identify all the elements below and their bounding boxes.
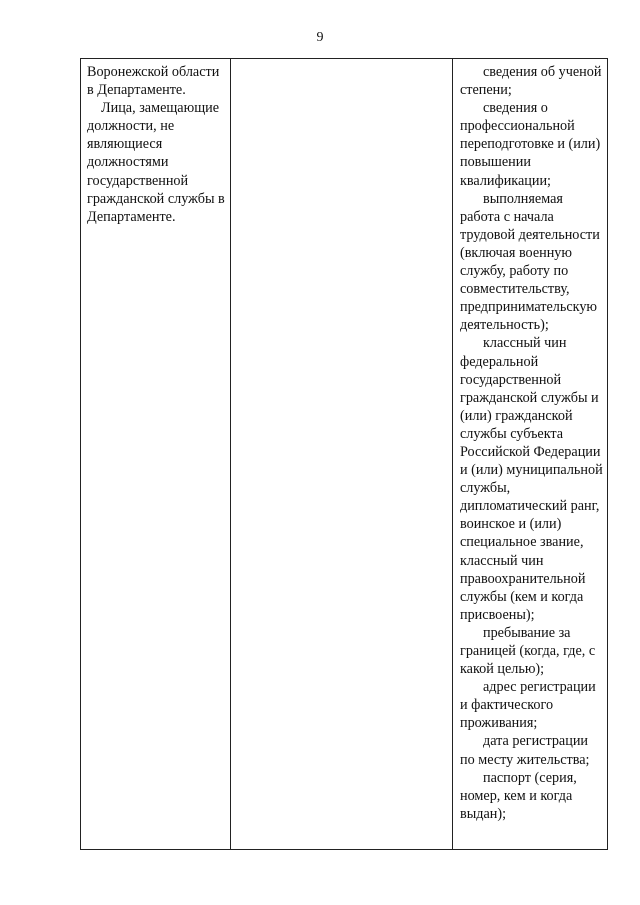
table-column-subject	[81, 59, 231, 849]
cell-paragraph: пребывание за границей (когда, где, с какой целью);	[460, 624, 596, 678]
table-cell	[453, 59, 608, 823]
cell-paragraph: выполняемая работа с начала трудовой деятельности (включая военную службу, работу по совместительству, предпринимательскую деятельность);	[460, 190, 600, 334]
cell-paragraph: дата регистрации по месту жительства;	[460, 733, 590, 768]
cell-paragraph: сведения о профессиональной переподготовке и (или) повышении квалификации;	[460, 100, 601, 189]
table-column-data-list	[453, 59, 608, 849]
table-cell-empty	[231, 59, 452, 63]
cell-paragraph: сведения об ученой степени;	[460, 64, 602, 99]
table-cell	[81, 59, 230, 226]
document-table	[80, 58, 608, 850]
page-number: 9	[316, 30, 324, 45]
cell-paragraph: Воронежской области в Департаменте.	[87, 64, 220, 99]
table-column-middle	[231, 59, 453, 849]
cell-paragraph: адрес регистрации и фактического проживания;	[460, 679, 596, 732]
cell-paragraph: Лица, замещающие должности, не являющиеся должностями государственной гражданской службы в Департаменте.	[87, 100, 225, 225]
cell-paragraph: классный чин федеральной государственной гражданской службы и (или) гражданской службы субъекта Российской Федерации и (или) муниципальной службы, дипломатический ранг, воинское и (или) специальное звание, классный чин правоохранительной службы (кем и когда присвоены);	[460, 335, 603, 623]
cell-paragraph: паспорт (серия, номер, кем и когда выдан);	[460, 769, 577, 822]
